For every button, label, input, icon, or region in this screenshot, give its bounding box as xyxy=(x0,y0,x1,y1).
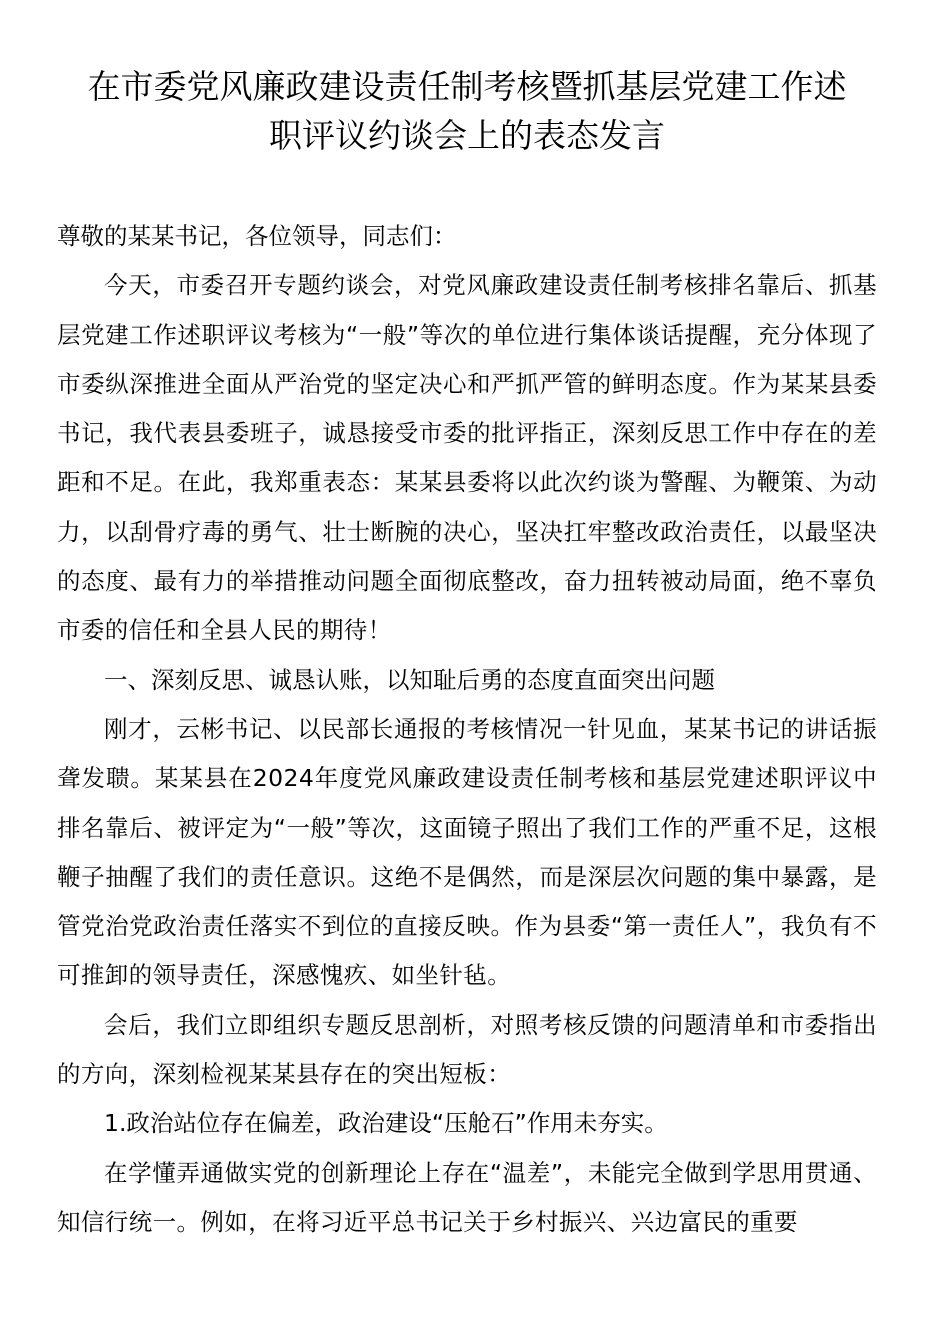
paragraph-intro: 今天，市委召开专题约谈会，对党风廉政建设责任制考核排名靠后、抓基层党建工作述职评议考核为“一般”等次的单位进行集体谈话提醒，充分体现了市委纵深推进全面从严治党的坚定决心和严抓严管的鲜明态度。作为某某县委书记，我代表县委班子，诚恳接受市委的批评指正，深刻反思工作中存在的差距和不足。在此，我郑重表态：某某县委将以此次约谈为警醒、为鞭策、为动力，以刮骨疗毒的勇气、壮士断腕的决心，坚决扛牢整改政治责任，以最坚决的态度、最有力的举措推动问题全面彻底整改，奋力扭转被动局面，绝不辜负市委的信任和全县人民的期待！ xyxy=(57,271,877,645)
paragraph-after-meeting: 会后，我们立即组织专题反思剖析，对照考核反馈的问题清单和市委指出的方向，深刻检视某某县存在的突出短板： xyxy=(57,1010,877,1089)
salutation: 尊敬的某某书记，各位领导，同志们： xyxy=(57,222,457,250)
title-line-2: 职评议约谈会上的表态发言 xyxy=(269,116,665,155)
paragraph-reflection: 刚才，云彬书记、以民部长通报的考核情况一针见血，某某书记的讲话振聋发聩。某某县在2024年度党风廉政建设责任制考核和基层党建述职评议中排名靠后、被评定为“一般”等次，这面镜子照出了我们工作的严重不足，这根鞭子抽醒了我们的责任意识。这绝不是偶然，而是深层次问题的集中暴露，是管党治党政治责任落实不到位的直接反映。作为县委“第一责任人”，我负有不可推卸的领导责任，深感愧疚、如坐针毡。 xyxy=(57,714,877,990)
paragraph-political-stance: 在学懂弄通做实党的创新理论上存在“温差”，未能完全做到学思用贯通、知信行统一。例如，在将习近平总书记关于乡村振兴、兴边富民的重要 xyxy=(57,1158,877,1236)
title-line-1: 在市委党风廉政建设责任制考核暨抓基层党建工作述 xyxy=(87,67,847,106)
section-heading-1: 一、深刻反思、诚恳认账，以知耻后勇的态度直面突出问题 xyxy=(104,665,715,694)
subheading-1: 1.政治站位存在偏差，政治建设“压舱石”作用未夯实。 xyxy=(104,1109,668,1138)
document-page xyxy=(57,62,877,1247)
document-title xyxy=(57,62,877,160)
